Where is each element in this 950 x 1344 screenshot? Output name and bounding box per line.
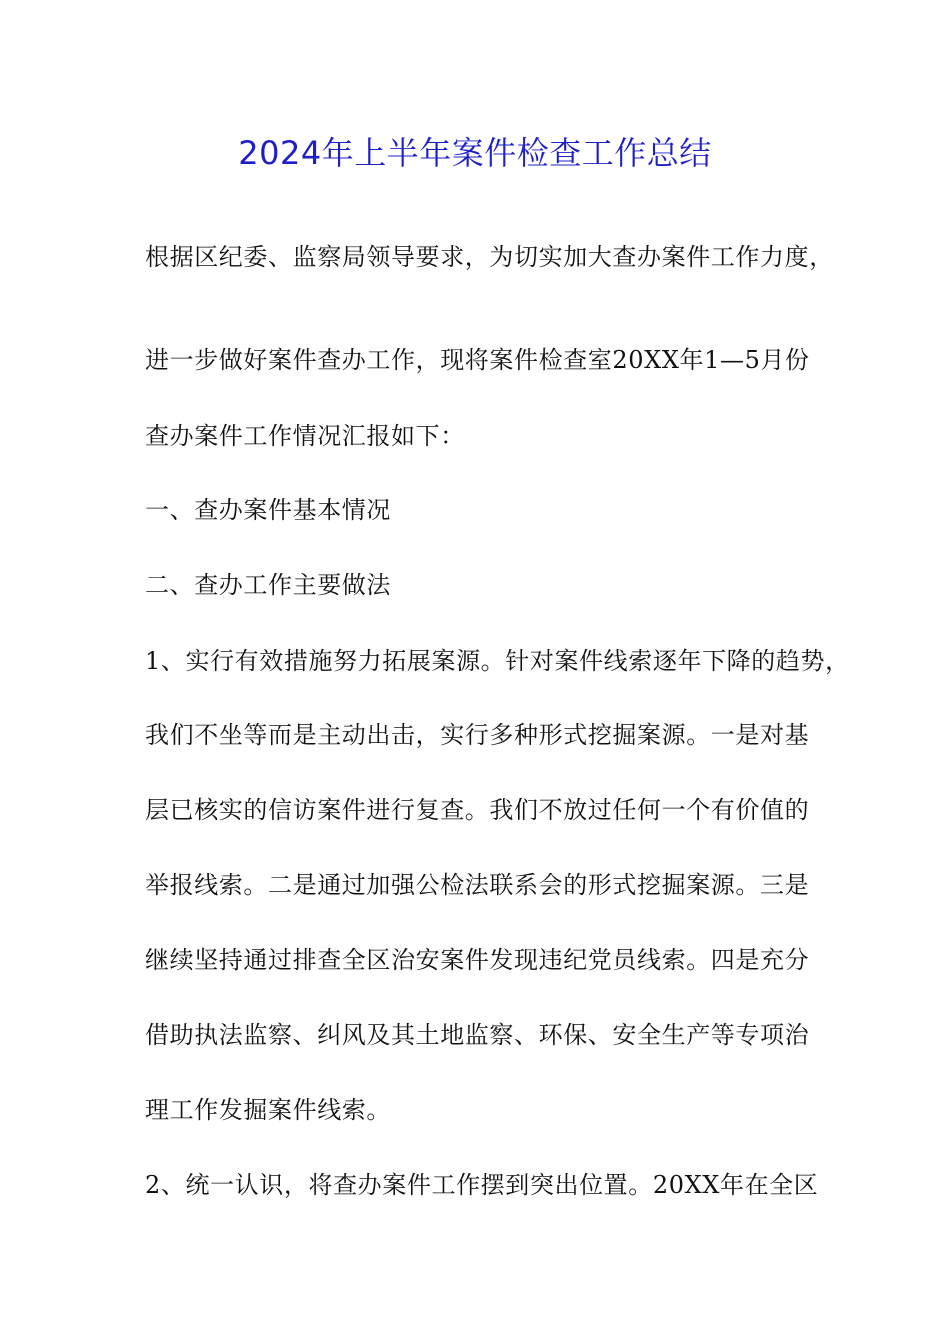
paragraph-line-2: 进一步做好案件查办工作，现将案件检查室20XX年1—5月份 (145, 346, 810, 374)
section-heading-1: 一、查办案件基本情况 (145, 496, 391, 524)
paragraph-line-6: 1、实行有效措施努力拓展案源。针对案件线索逐年下降的趋势， (145, 647, 850, 675)
paragraph-line-8: 层已核实的信访案件进行复查。我们不放过任何一个有价值的 (145, 796, 810, 824)
paragraph-line-12: 理工作发掘案件线索。 (145, 1096, 391, 1124)
paragraph-line-13: 2、统一认识，将查办案件工作摆到突出位置。20XX年在全区 (145, 1171, 819, 1199)
paragraph-line-9: 举报线索。二是通过加强公检法联系会的形式挖掘案源。三是 (145, 871, 810, 899)
paragraph-line-3: 查办案件工作情况汇报如下： (145, 422, 465, 450)
paragraph-line-11: 借助执法监察、纠风及其土地监察、环保、安全生产等专项治 (145, 1021, 810, 1049)
paragraph-line-10: 继续坚持通过排查全区治安案件发现违纪党员线索。四是充分 (145, 946, 810, 974)
document-title: 2024年上半年案件检查工作总结 (238, 134, 712, 172)
section-heading-2: 二、查办工作主要做法 (145, 571, 391, 599)
paragraph-line-1: 根据区纪委、监察局领导要求，为切实加大查办案件工作力度， (145, 243, 834, 271)
paragraph-line-7: 我们不坐等而是主动出击，实行多种形式挖掘案源。一是对基 (145, 721, 810, 749)
